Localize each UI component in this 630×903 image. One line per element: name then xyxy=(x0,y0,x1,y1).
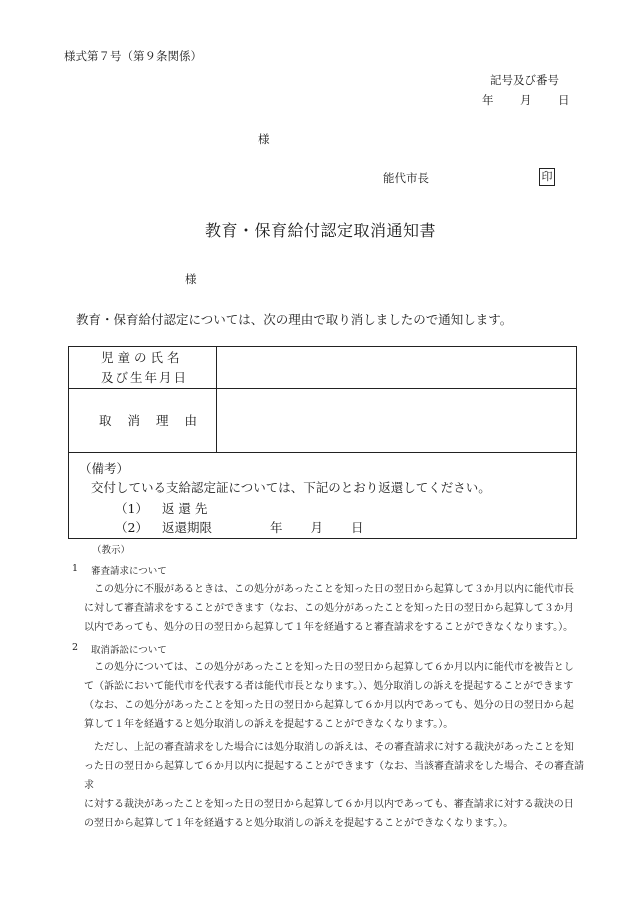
section2-line: この処分については、この処分があったことを知った日の翌日から起算して６か月以内に能代市を被告とし xyxy=(94,662,574,673)
section2-body xyxy=(84,658,584,833)
item2-year: 年 xyxy=(269,520,283,535)
section2-title: 取消訴訟について xyxy=(91,645,167,656)
addressee2-suffix: 様 xyxy=(185,272,197,286)
return-deadline-line xyxy=(69,518,576,537)
child-name-label-line1: 児童の氏名 xyxy=(101,349,184,365)
item2-month: 月 xyxy=(310,520,323,535)
child-name-label-line2: 及び生年月日 xyxy=(101,369,189,385)
section2-number: 2 xyxy=(72,642,79,653)
remarks-label: （備考） xyxy=(79,461,130,476)
section2-line: の翌日から起算して１年を経過すると処分取消しの訴えを提起することができなくなります。）。 xyxy=(84,818,514,829)
reference-label: 記号及び番号 xyxy=(490,73,559,87)
child-name-label xyxy=(69,347,217,389)
section1-line: に対して審査請求をすることができます（なお、この処分があったことを知った日の翌日から起算して３か月 xyxy=(84,603,574,614)
item2-number: （2） xyxy=(115,520,148,535)
section2-line: （なお、この処分があったことを知った日の翌日から起算して６か月以内であっても、処分の日の翌日から起 xyxy=(84,700,574,711)
section1-line: この処分に不服があるときは、この処分があったことを知った日の翌日から起算して３か月以内に能代市長 xyxy=(94,584,574,595)
seal-mark: 印 xyxy=(539,168,555,186)
document-title: 教育・保育給付認定取消通知書 xyxy=(205,221,437,240)
section1-body xyxy=(84,580,584,637)
child-name-value[interactable] xyxy=(217,347,577,389)
section1-number: 1 xyxy=(72,563,79,574)
section2-line: 算して１年を経過すると処分取消しの訴えを提起することができなくなります。）。 xyxy=(84,719,454,730)
item1-number: （1） xyxy=(115,501,148,516)
section1-line: 以内であっても、処分の日の翌日から起算して１年を経過すると審査請求をすることができなくなります。）。 xyxy=(84,622,574,633)
date-month: 月 xyxy=(520,93,532,107)
section2-line: ただし、上記の審査請求をした場合には処分取消しの訴えは、その審査請求に対する裁決があったことを知 xyxy=(94,742,574,753)
section1-title: 審査請求について xyxy=(91,566,167,577)
section2-line: に対する裁決があったことを知った日の翌日から起算して６か月以内であっても、審査請求に対する裁決の日 xyxy=(84,799,574,810)
reason-value[interactable] xyxy=(217,389,577,453)
item2-day: 日 xyxy=(351,520,364,535)
date-day: 日 xyxy=(558,93,570,107)
remarks-text: 交付している支給認定証については、下記のとおり返還してください。 xyxy=(91,480,491,495)
form-table xyxy=(68,346,577,539)
date-year: 年 xyxy=(482,93,494,107)
item2-label: 返還期限 xyxy=(161,520,212,535)
section2-line: て（訴訟において能代市を代表する者は能代市長となります。）、処分取消しの訴えを提起することができます xyxy=(84,681,574,692)
reason-label xyxy=(69,389,217,453)
return-destination-line xyxy=(69,499,576,518)
remarks-cell xyxy=(69,453,577,539)
intro-text: 教育・保育給付認定については、次の理由で取り消しましたので通知します。 xyxy=(76,312,513,327)
item1-label: 返 還 先 xyxy=(161,501,208,516)
form-number: 様式第７号（第９条関係） xyxy=(64,49,202,63)
reason-label-text: 取消理由 xyxy=(99,412,214,428)
sender-name: 能代市長 xyxy=(383,171,429,185)
section2-line: った日の翌日から起算して６か月以内に提起することができます（なお、当該審査請求をした場合、その審査請求 xyxy=(84,761,584,791)
notice-heading: （教示） xyxy=(92,545,131,556)
addressee-suffix: 様 xyxy=(258,132,270,146)
